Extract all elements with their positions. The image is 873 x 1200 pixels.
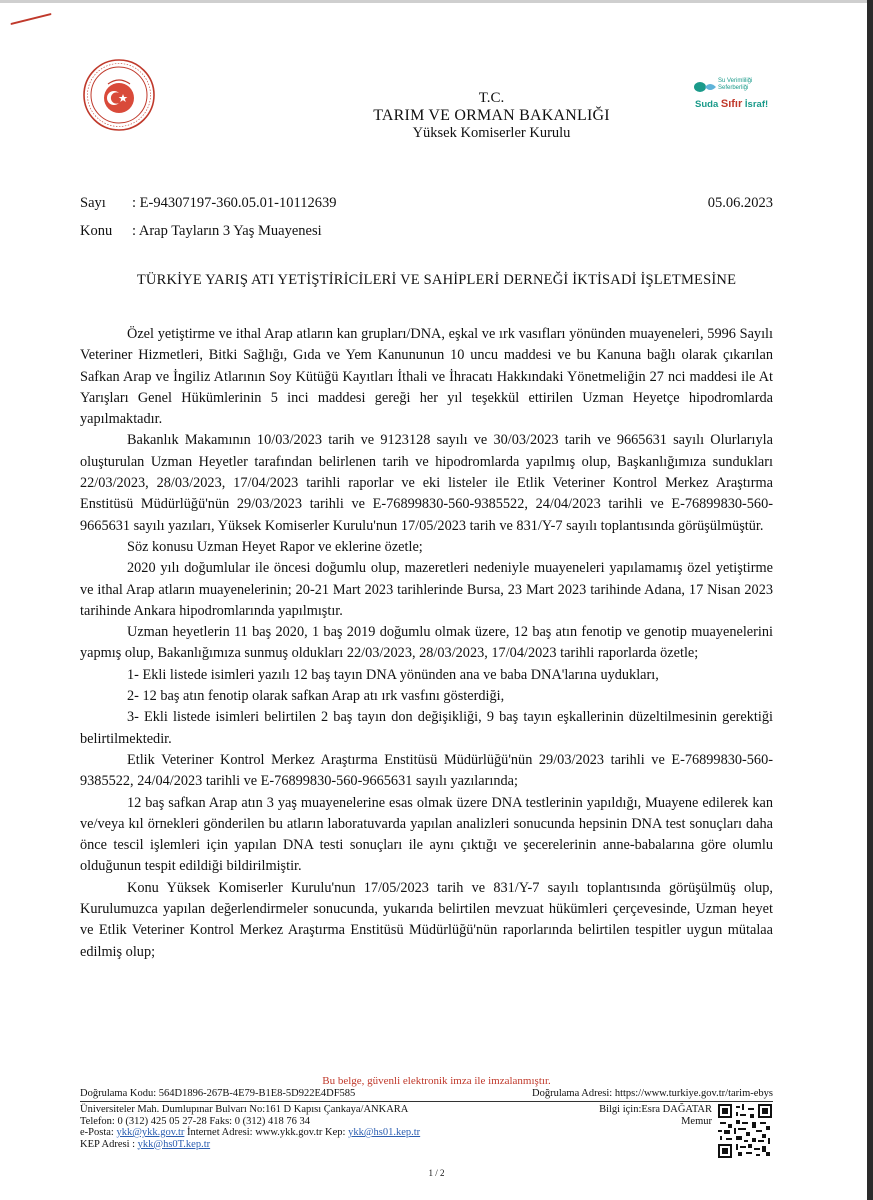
footer-divider: [80, 1101, 773, 1102]
paragraph: Konu Yüksek Komiserler Kurulu'nun 17/05/2023 tarih ve 831/Y-7 sayılı toplantısında görüşülmüş olup, Kurulumuzca yapılan değerlendirmeler sonucunda, yukarıda belirtilen mevzuat hükümleri çerçevesinde, Uzman heyet ve Etlik Veteriner Kontrol Merkez Araştırma Enstitüsü Müdürlüğü'nün raporlarında belirtilen tespitler uygun mütalaa edilmiş olup;: [80, 879, 773, 960]
logo-line2: Seferberliği: [718, 85, 749, 91]
paragraph: Söz konusu Uzman Heyet Rapor ve eklerine özetle;: [127, 538, 423, 555]
addressee: TÜRKİYE YARIŞ ATI YETİŞTİRİCİLERİ VE SAHİPLERİ DERNEĞİ İKTİSADİ İŞLETMESİNE: [136, 272, 737, 288]
document-date: 05.06.2023: [707, 195, 773, 211]
kep-address-row: KEP Adresi : ykk@hs0T.kep.tr: [80, 1138, 211, 1150]
verification-code: Doğrulama Kodu: 564D1896-267B-4E79-B1E8-5D922E4DF585: [80, 1088, 356, 1099]
ministry-name: TARIM VE ORMAN BAKANLIĞI: [373, 107, 610, 124]
pen-mark: [10, 13, 51, 25]
kep-link[interactable]: ykk@hs01.kep.tr: [348, 1127, 421, 1138]
scan-top-edge: [0, 0, 873, 3]
esign-note: Bu belge, güvenli elektronik imza ile imzalanmıştır.: [322, 1075, 551, 1087]
konu-value: : Arap Tayların 3 Yaş Muayenesi: [132, 223, 322, 239]
paragraph: Uzman heyetlerin 11 baş 2020, 1 baş 2019 doğumlu olmak üzere, 12 baş atın fenotip ve genotip muayenelerini yapmış olup, Bakanlığımıza sunmuş oldukları 22/03/2023, 28/03/2023, 17/04/2023 tarihli raporlarda özetle;: [80, 624, 773, 662]
paragraph: Bakanlık Makamının 10/03/2023 tarih ve 9123128 sayılı ve 30/03/2023 tarih ve 9665631 sayılı Olurlarıyla oluşturulan Uzman Heyetler tarafından belirlenen tarih ve hipodromlarda yapılmış olup, Başkanlığımıza sundukları 22/03/2023, 28/03/2023, 17/04/2023 tarihli raporlar ve eki listeler ile Etlik Veteriner Kontrol Merkez Araştırma Enstitüsü Müdürlüğü'nün 29/03/2023 tarihli ve E-76899830-560-9385522, 24/04/2023 tarihli ve E-76899830-560-9665631 sayılı yazıları, Yüksek Komiserler Kurulu'nun 17/05/2023 tarih ve 831/Y-7 sayılı toplantısında görüşülmüştür.: [80, 432, 773, 534]
email-link[interactable]: ykk@ykk.gov.tr: [116, 1127, 185, 1138]
tc-label: T.C.: [478, 90, 505, 106]
paragraph: 1- Ekli listede isimleri yazılı 12 baş tayın DNA yönünden ana ve baba DNA'larına uydukları,: [127, 666, 659, 683]
letterhead: [0, 90, 873, 142]
sayi-row: [80, 195, 336, 212]
konu-row: [80, 223, 322, 240]
contact-person: [560, 1104, 712, 1127]
kep-address-link[interactable]: ykk@hs0T.kep.tr: [137, 1138, 211, 1150]
letter-body: [80, 324, 773, 963]
paragraph: 12 baş safkan Arap atın 3 yaş muayenelerine esas olmak üzere DNA testlerinin yapıldığı, Muayene edilerek kan ve/veya kıl örnekleri gönderilen bu atların laboratuvarda yapılan analizleri sonucunda hepsinin DNA test sonuçları daha önce tescil işlemleri için yapılan DNA testi sonuçları ile aynı çıktığı ve şecerelerinin anne-babalarına göre olumlu olduğunun tespit edildiği bildirilmiştir.: [80, 794, 773, 875]
sayi-value: : E-94307197-360.05.01-10112639: [132, 195, 337, 211]
paragraph: 2- 12 baş atın fenotip olarak safkan Arap atı ırk vasfını gösterdiği,: [127, 688, 505, 705]
logo-line1: Su Verimliliği: [718, 78, 753, 84]
email-row: e-Posta: ykk@ykk.gov.tr İnternet Adresi: www.ykk.gov.tr Kep: ykk@hs01.kep.tr: [80, 1127, 421, 1138]
page-number: 1 / 2: [428, 1168, 445, 1178]
paragraph: 3- Ekli listede isimleri belirtilen 2 baş tayın don değişikliği, 9 baş tayın eşkallerinin düzeltilmesinin gerektiği belirtilmektedir.: [80, 709, 773, 747]
contact-block: [80, 1104, 560, 1150]
paragraph: Özel yetiştirme ve ithal Arap atların kan grupları/DNA, eşkal ve ırk vasıfları yönünden muayeneleri, 5996 Sayılı Veteriner Hizmetleri, Bitki Sağlığı, Gıda ve Yem Kanununun 10 uncu maddesi ve bu Kanuna bağlı olarak çıkarılan Safkan Arap ve İngiliz Atlarının Soy Kütüğü Kayıtları İthali ve İhracatı Hakkındaki Yönetmeliğin 27 nci maddesi ile At Yarışları Genel Hükümlerinin 5 inci maddesi gereği her yıl teşekkül ettirilen Uzman Heyetçe hipodromlarda yapılmaktadır.: [80, 326, 773, 428]
department-name: Yüksek Komiserler Kurulu: [412, 125, 571, 141]
person-title: Memur: [681, 1115, 712, 1127]
info-person: Bilgi için:Esra DAĞATAR: [599, 1104, 712, 1115]
verification-address: Doğrulama Adresi: https://www.turkiye.gov.tr/tarim-ebys: [532, 1088, 773, 1099]
sayi-label: Sayı: [80, 195, 106, 211]
logo-slogan: Suda Sıfır İsraf!: [695, 98, 769, 110]
paragraph: Etlik Veteriner Kontrol Merkez Araştırma Enstitüsü Müdürlüğü'nün 29/03/2023 tarihli ve E-76899830-560-9385522, 24/04/2023 tarihli ve E-76899830-560-9665631 sayılı yazılarında;: [80, 751, 773, 790]
scan-right-edge: [867, 0, 873, 1200]
postal-address: Üniversiteler Mah. Dumlupınar Bulvarı No:161 D Kapısı Çankaya/ANKARA: [80, 1104, 409, 1115]
verification-row: [80, 1088, 773, 1100]
qr-code-icon: [718, 1104, 772, 1158]
paragraph: 2020 yılı doğumlular ile öncesi doğumlu olup, mazeretleri nedeniyle muayeneleri yapılamamış özel yetiştirme ve ithal Arap atların muayenelerinin; 20-21 Mart 2023 tarihlerinde Bursa, 23 Mart 2023 tarihinde Adana, 17 Nisan 2023 tarihinde Ankara hipodromlarında yapılmıştır.: [80, 560, 773, 619]
konu-label: Konu: [80, 223, 113, 239]
phone-fax: Telefon: 0 (312) 425 05 27-28 Faks: 0 (312) 418 76 34: [80, 1115, 310, 1127]
